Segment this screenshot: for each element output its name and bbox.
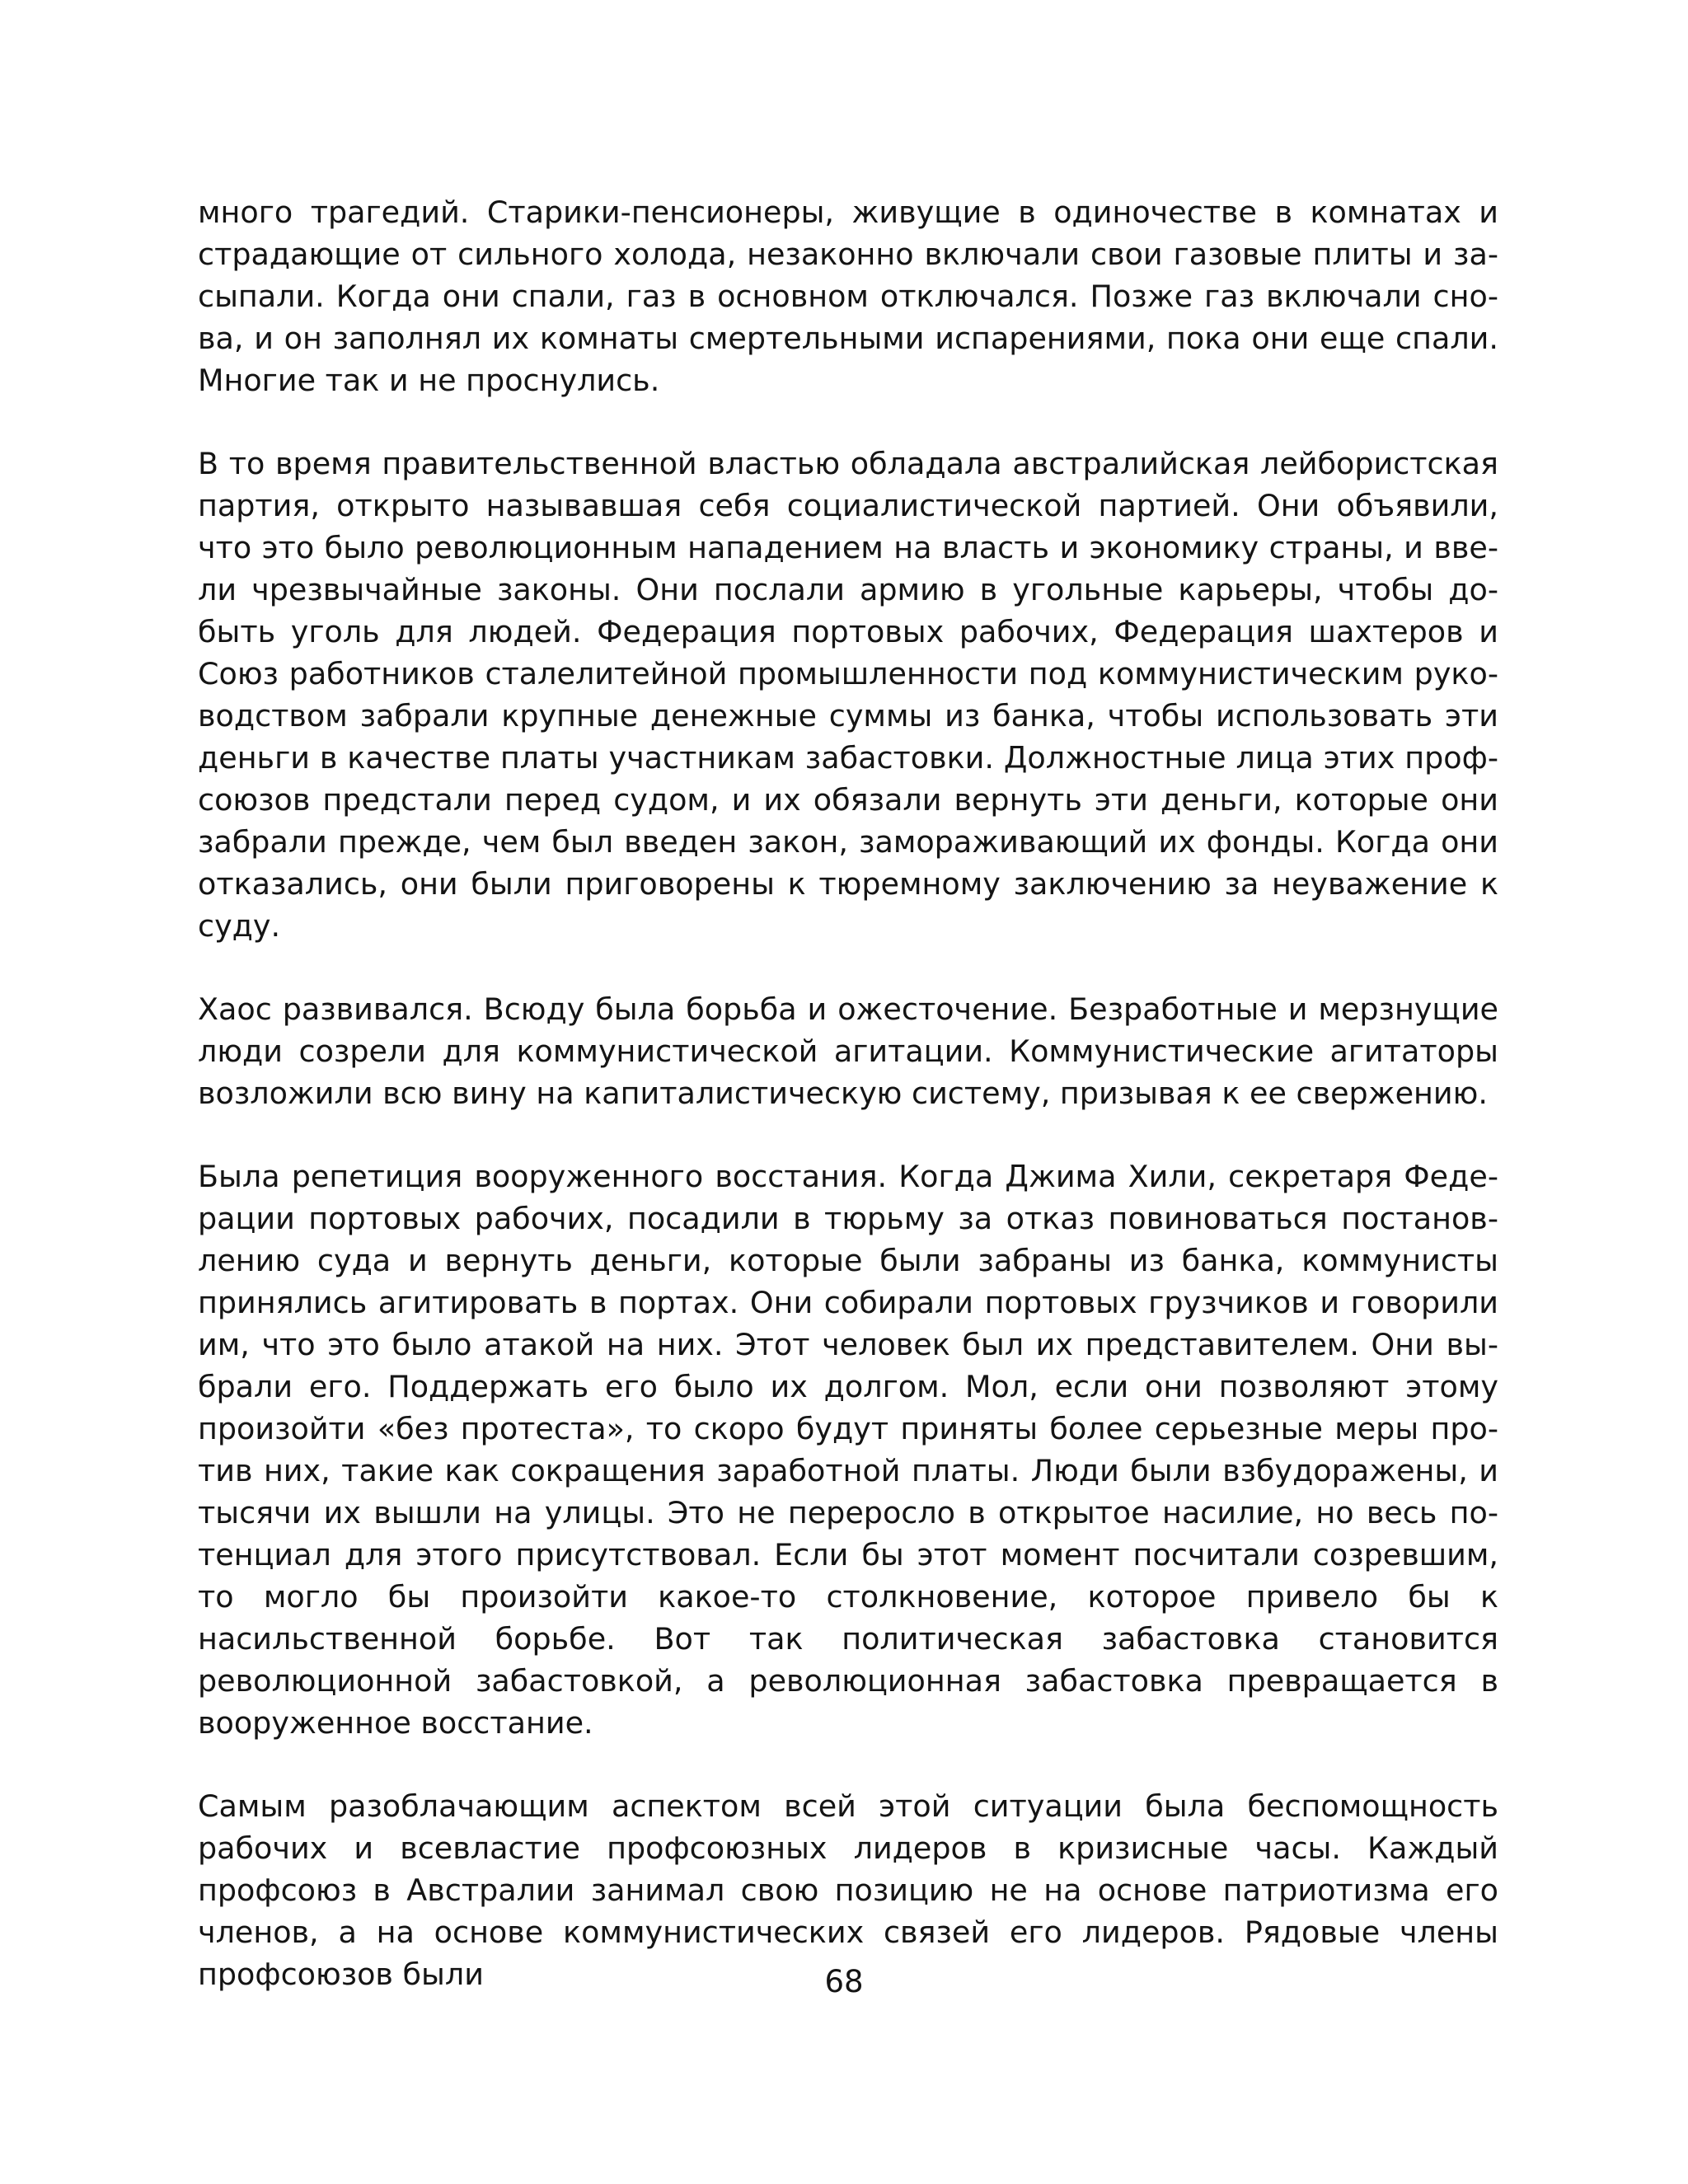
paragraph-5: Самым разоблачающим аспектом всей этой ситуации была беспомощность рабочих и всевластие профсоюзных лидеров в кризисные часы. Каждый профсоюз в Австралии занимал свою позицию не на основе патриотизма его членов, а на основе коммунистических связей его лидеров. Рядовые члены профсоюзов были: [198, 1788, 1498, 1992]
page-number: 68: [824, 1964, 864, 1999]
paragraph-4: Была репетиция вооруженного восстания. Когда Джима Хили, секретаря Федерации портовых рабочих, посадили в тюрьму за отказ повиноваться постановлению суда и вернуть деньги, которые были забраны из банка, коммунисты принялись агитировать в портах. Они собирали портовых грузчиков и говорили им, что это было атакой на них. Этот человек был их представителем. Они выбрали его. Поддержать его было их долгом. Мол, если они позволяют этому произойти «без протеста», то скоро будут приняты более серьезные меры против них, такие как сокращения заработной платы. Люди были взбудоражены, и тысячи их вышли на улицы. Это не переросло в открытое насилие, но весь потенциал для этого присутствовал. Если бы этот момент посчитали созревшим, то могло бы произойти какое-то столкновение, которое привело бы к насильственной борьбе. Вот так политическая забастовка становится революционной забастовкой, а революционная забастовка превращается в вооруженное восстание.: [198, 1159, 1498, 1741]
body-text: [198, 191, 1498, 1995]
paragraph-2: В то время правительственной властью обладала австралийская лейбористская партия, открыто называвшая себя социалистической партией. Они объявили, что это было революционным нападением на власть и экономику страны, и ввели чрезвычайные законы. Они послали армию в угольные карьеры, чтобы добыть уголь для людей. Федерация портовых рабочих, Федерация шахтеров и Союз работников сталелитейной промышленности под коммунистическим руководством забрали крупные денежные суммы из банка, чтобы использовать эти деньги в качестве платы участникам забастовки. Должностные лица этих профсоюзов предстали перед судом, и их обязали вернуть эти деньги, которые они забрали прежде, чем был введен закон, замораживающий их фонды. Когда они отказались, они были приговорены к тюремному заключению за неуважение к суду.: [198, 446, 1498, 944]
paragraph-3: Хаос развивался. Всюду была борьба и ожесточение. Безработные и мерзнущие люди созрели для коммунистической агитации. Коммунистические агитаторы возложили всю вину на капиталистическую систему, призывая к ее свержению.: [198, 991, 1498, 1111]
paragraph-1: много трагедий. Старики-пенсионеры, живущие в одиночестве в комнатах и страдающие от сильного холода, незаконно включали свои газовые плиты и засыпали. Когда они спали, газ в основном отключался. Позже газ включали снова, и он заполнял их комнаты смертельными испарениями, пока они еще спали. Многие так и не проснулись.: [198, 194, 1498, 398]
